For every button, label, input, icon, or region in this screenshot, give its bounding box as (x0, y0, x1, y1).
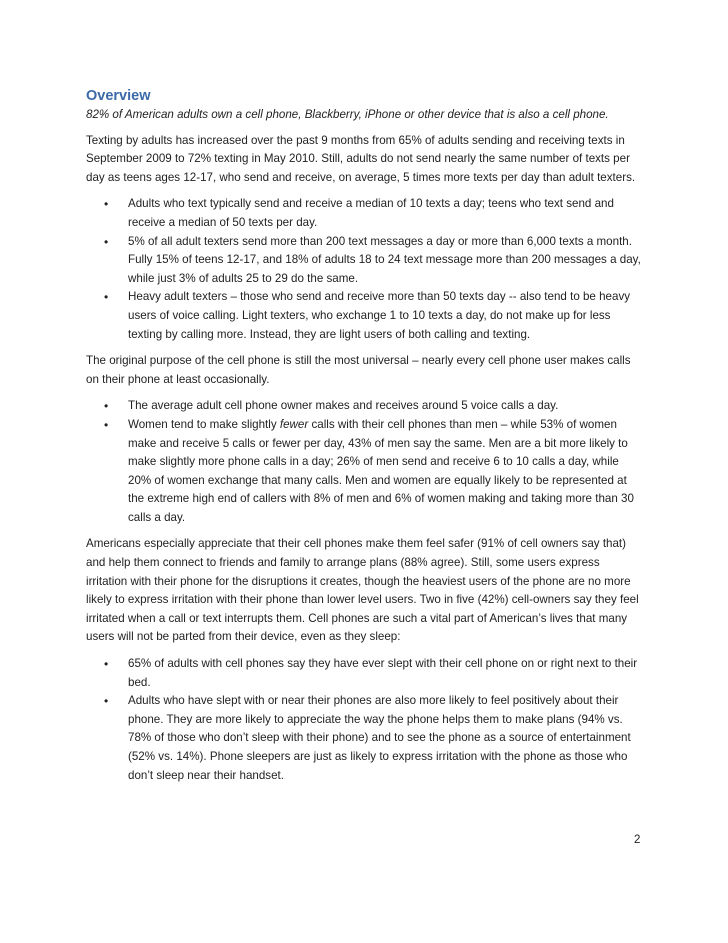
list-item (86, 655, 642, 692)
list-item (86, 416, 642, 528)
texting-bullet-list (86, 195, 642, 344)
list-item-text: Heavy adult texters – those who send and receive more than 50 texts day -- also tend to be heavy users of voice calling. Light texters, who exchange 1 to 10 texts a day, do not make up for less texting by calling more. Instead, they are light users of both calling and texting. (128, 290, 631, 341)
intro-statement: 82% of American adults own a cell phone, Blackberry, iPhone or other device that is also a cell phone. (86, 108, 609, 121)
section-heading: Overview (86, 88, 151, 104)
list-item-text: Adults who text typically send and receive a median of 10 texts a day; teens who text send and receive a median of 50 texts per day. (128, 197, 614, 229)
page-number: 2 (634, 834, 641, 846)
list-item-text (128, 418, 634, 524)
list-item-text: Adults who have slept with or near their phones are also more likely to feel positively about their phone. They are more likely to appreciate the way the phone helps them to make plans (94% vs. 78% of those who don’t sleep with their phone) and to see the phone as a source of entertainment (52% vs. 14%). Phone sleepers are just as likely to express irritation with the phone as those who don’t sleep near their handset. (128, 694, 631, 782)
emphasized-word: fewer (279, 417, 309, 431)
paragraph-attitudes: Americans especially appreciate that their cell phones make them feel safer (91% of cell owners say that) and help them connect to friends and family to arrange plans (88% agree). Still, some users express irritation with their phone for the disruptions it creates, though the heaviest users of the phone are no more likely to express irritation with their phone than lower level users. Two in five (42%) cell-owners say they feel irritated when a call or text interrupts them. Cell phones are such a vital part of American’s lives that many users will not be parted from their device, even as they sleep: (86, 537, 639, 644)
list-item (86, 288, 642, 344)
list-item-text-end: calls with their cell phones than men – while 53% of women make and receive 5 calls or fewer per day, 43% of men say the same. Men are a bit more likely to make slightly more phone calls in a day; 26% of men send and receive 6 to 10 calls a day, while 20% of women exchange that many calls. Men and women are equally likely to be represented at the extreme high end of callers with 8% of men and 6% of women making and taking more than 30 calls a day. (128, 417, 634, 524)
paragraph-texting: Texting by adults has increased over the past 9 months from 65% of adults sending and receiving texts in September 2009 to 72% texting in May 2010. Still, adults do not send nearly the same number of texts per day as teens ages 12-17, who send and receive, on average, 5 times more texts per day than adult texters. (86, 133, 636, 184)
list-item (86, 397, 642, 416)
paragraph-calling: The original purpose of the cell phone is still the most universal – nearly every cell phone user makes calls on their phone at least occasionally. (86, 354, 631, 386)
bullet-icon: • (104, 234, 109, 249)
calling-bullet-list (86, 397, 642, 527)
list-item-text-start: Women tend to make slightly (128, 417, 280, 431)
list-item-text: 65% of adults with cell phones say they have ever slept with their cell phone on or right next to their bed. (128, 657, 638, 689)
sleeping-bullet-list (86, 655, 642, 785)
list-item (86, 195, 642, 232)
bullet-icon: • (104, 197, 109, 212)
list-item-text: The average adult cell phone owner makes and receives around 5 voice calls a day. (128, 399, 559, 413)
bullet-icon: • (104, 694, 109, 709)
list-item (86, 233, 642, 289)
list-item (86, 692, 642, 785)
list-item-text: 5% of all adult texters send more than 200 text messages a day or more than 6,000 texts a month. Fully 15% of teens 12-17, and 18% of adults 18 to 24 text message more than 200 messages a day, while just 3% of adults 25 to 29 do the same. (128, 234, 641, 285)
document-page (86, 86, 642, 793)
bullet-icon: • (104, 657, 109, 672)
bullet-icon: • (104, 290, 109, 305)
bullet-icon: • (104, 399, 109, 414)
bullet-icon: • (104, 417, 109, 432)
